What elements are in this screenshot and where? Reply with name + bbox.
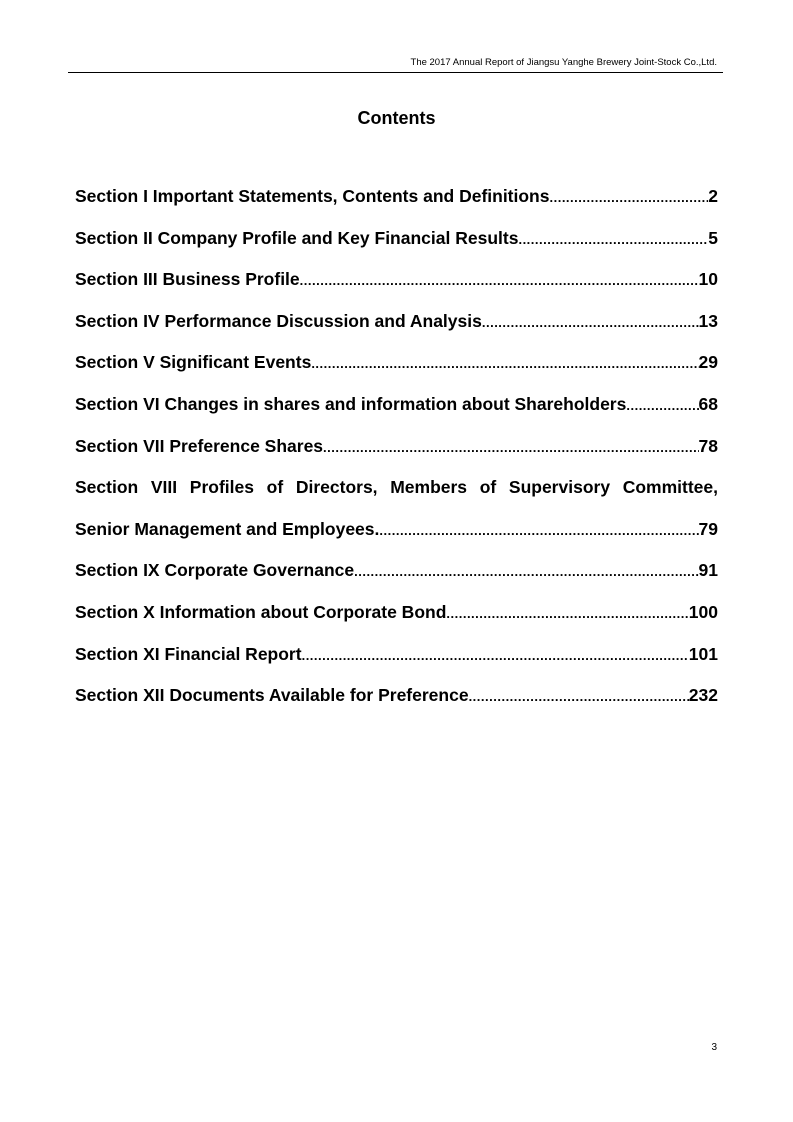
toc-entry-page: 5 xyxy=(708,227,718,248)
toc-entry-title: Section XII Documents Available for Preference xyxy=(75,685,469,706)
toc-entry[interactable] xyxy=(75,474,718,557)
toc-entry-page: 91 xyxy=(698,560,718,581)
toc-leader-dots xyxy=(482,310,699,336)
toc-entry[interactable] xyxy=(75,641,718,683)
toc-entry-title: Senior Management and Employees. xyxy=(75,518,380,539)
page-number: 3 xyxy=(711,1042,717,1053)
toc-entry-title: Section X Information about Corporate Bond xyxy=(75,601,447,622)
toc-entry[interactable] xyxy=(75,183,718,225)
toc-leader-dots xyxy=(446,601,688,627)
toc-leader-dots xyxy=(354,559,698,585)
toc-entry-page: 100 xyxy=(688,601,718,622)
toc-leader-dots xyxy=(469,684,689,710)
toc-entry[interactable] xyxy=(75,433,718,475)
toc-entry-title: Section VII Preference Shares xyxy=(75,435,324,456)
toc-entry-page: 79 xyxy=(698,518,718,539)
toc-entry-page: 68 xyxy=(698,393,718,414)
toc-entry-title: Section IV Performance Discussion and Analysis xyxy=(75,310,482,331)
toc-entry[interactable] xyxy=(75,557,718,599)
toc-leader-dots xyxy=(323,435,698,461)
toc-entry-page: 29 xyxy=(698,352,718,373)
toc-leader-dots xyxy=(302,643,689,669)
toc-entry-title-line2 xyxy=(75,516,718,558)
page-title: Contents xyxy=(357,108,436,128)
toc-entry-title: Section VI Changes in shares and information about Shareholders xyxy=(75,393,627,414)
toc-leader-dots xyxy=(311,351,698,377)
toc-entry[interactable] xyxy=(75,391,718,433)
toc-entry[interactable] xyxy=(75,225,718,267)
table-of-contents xyxy=(75,183,718,724)
toc-entry-page: 13 xyxy=(698,310,718,331)
toc-entry-title: Section IX Corporate Governance xyxy=(75,560,355,581)
running-header xyxy=(68,57,723,73)
toc-entry[interactable] xyxy=(75,266,718,308)
running-header-title: The 2017 Annual Report of Jiangsu Yanghe Brewery Joint-Stock Co.,Ltd. xyxy=(410,57,717,68)
toc-entry[interactable] xyxy=(75,599,718,641)
toc-leader-dots xyxy=(549,185,708,211)
toc-entry[interactable] xyxy=(75,349,718,391)
toc-leader-dots xyxy=(518,227,708,253)
toc-entry-page: 78 xyxy=(698,435,718,456)
toc-entry-page: 101 xyxy=(688,643,718,664)
toc-entry-title: Section V Significant Events xyxy=(75,352,312,373)
toc-entry-page: 2 xyxy=(708,186,718,206)
toc-entry-title-line1: Section VIII Profiles of Directors, Members of Supervisory Committee, xyxy=(75,477,718,498)
toc-entry-title: Section XI Financial Report xyxy=(75,643,302,664)
toc-entry-page: 10 xyxy=(698,269,718,290)
toc-entry-title: Section II Company Profile and Key Financial Results xyxy=(75,227,519,248)
toc-leader-dots xyxy=(300,268,699,294)
toc-entry[interactable] xyxy=(75,682,718,724)
toc-entry[interactable] xyxy=(75,308,718,350)
toc-entry-page: 232 xyxy=(688,685,718,706)
toc-entry-title: Section III Business Profile xyxy=(75,269,300,290)
toc-leader-dots xyxy=(379,518,698,544)
toc-leader-dots xyxy=(626,393,698,419)
toc-entry-title: Section I Important Statements, Contents and Definitions xyxy=(75,186,550,206)
